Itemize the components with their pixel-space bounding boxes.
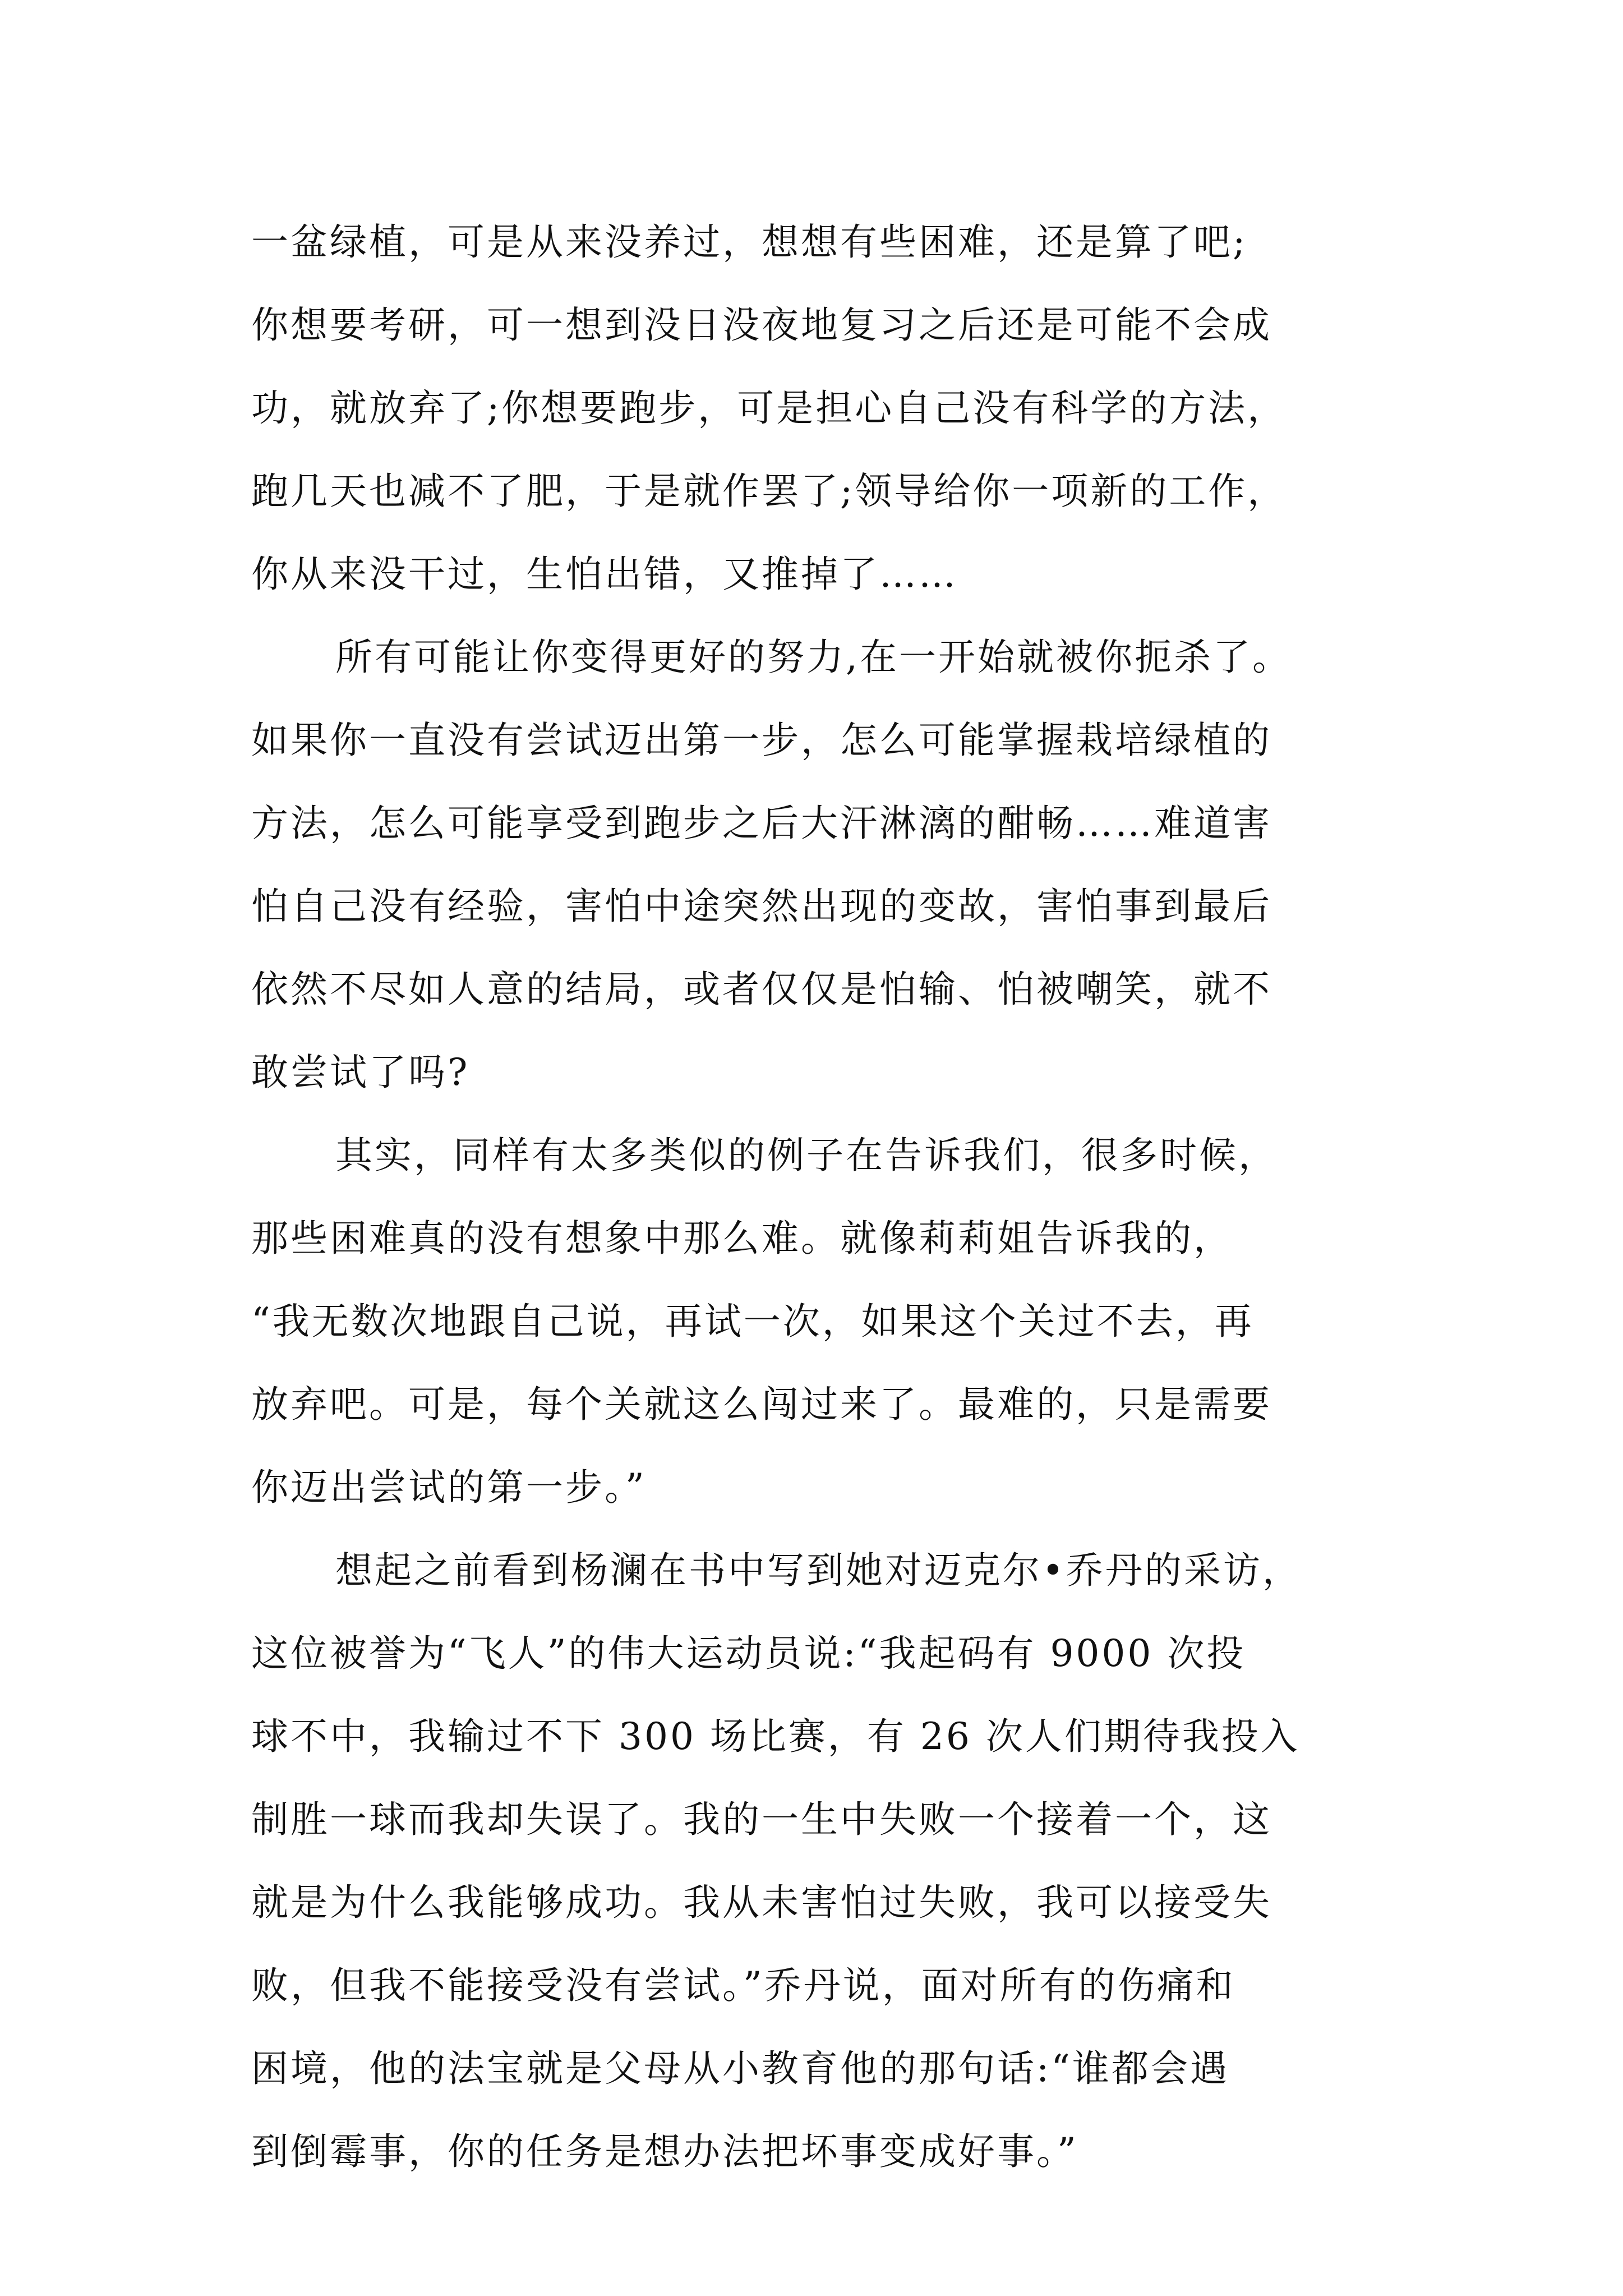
- text-line: 方法，怎么可能享受到跑步之后大汗淋漓的酣畅……难道害: [251, 802, 1272, 845]
- document-body-text: [251, 201, 1390, 2193]
- text-line: 困境，他的法宝就是父母从小教育他的那句话:“谁都会遇: [251, 2047, 1229, 2090]
- text-line: 这位被誉为“飞人”的伟大运动员说:“我起码有 9000 次投: [251, 1632, 1246, 1675]
- paragraph-first-line: 想起之前看到杨澜在书中写到她对迈克尔•乔丹的采访，: [335, 1549, 1302, 1592]
- text-line: 制胜一球而我却失误了。我的一生中失败一个接着一个，这: [251, 1798, 1272, 1841]
- text-line: 依然不尽如人意的结局，或者仅仅是怕输、怕被嘲笑，就不: [251, 968, 1272, 1011]
- text-line: 如果你一直没有尝试迈出第一步，怎么可能掌握栽培绿植的: [251, 719, 1272, 762]
- text-line: 放弃吧。可是，每个关就这么闯过来了。最难的，只是需要: [251, 1383, 1272, 1426]
- text-line: 到倒霉事，你的任务是想办法把坏事变成好事。”: [251, 2130, 1078, 2173]
- text-line: 你迈出尝试的第一步。”: [251, 1466, 647, 1509]
- text-line: 你想要考研，可一想到没日没夜地复习之后还是可能不会成: [251, 303, 1272, 347]
- text-line: “我无数次地跟自己说，再试一次，如果这个关过不去，再: [251, 1300, 1254, 1343]
- text-line: 功，就放弃了;你想要跑步，可是担心自己没有科学的方法，: [251, 386, 1287, 430]
- text-line: 怕自己没有经验，害怕中途突然出现的变故，害怕事到最后: [251, 885, 1272, 928]
- paragraph-first-line: 所有可能让你变得更好的努力,在一开始就被你扼杀了。: [335, 636, 1292, 679]
- text-line: 那些困难真的没有想象中那么难。就像莉莉姐告诉我的，: [251, 1217, 1233, 1260]
- text-line: 一盆绿植，可是从来没养过，想想有些困难，还是算了吧;: [251, 220, 1248, 264]
- text-line: 就是为什么我能够成功。我从未害怕过失败，我可以接受失: [251, 1881, 1272, 1924]
- paragraph-first-line: 其实，同样有太多类似的例子在告诉我们，很多时候，: [335, 1134, 1278, 1177]
- text-line: 败，但我不能接受没有尝试。”乔丹说，面对所有的伤痛和: [251, 1964, 1235, 2007]
- text-line: 球不中，我输过不下 300 场比赛，有 26 次人们期待我投入: [251, 1715, 1300, 1758]
- text-line: 敢尝试了吗?: [251, 1051, 470, 1094]
- text-line: 你从来没干过，生怕出错，又推掉了……: [251, 553, 958, 596]
- text-line: 跑几天也减不了肥，于是就作罢了;领导给你一项新的工作，: [251, 470, 1287, 513]
